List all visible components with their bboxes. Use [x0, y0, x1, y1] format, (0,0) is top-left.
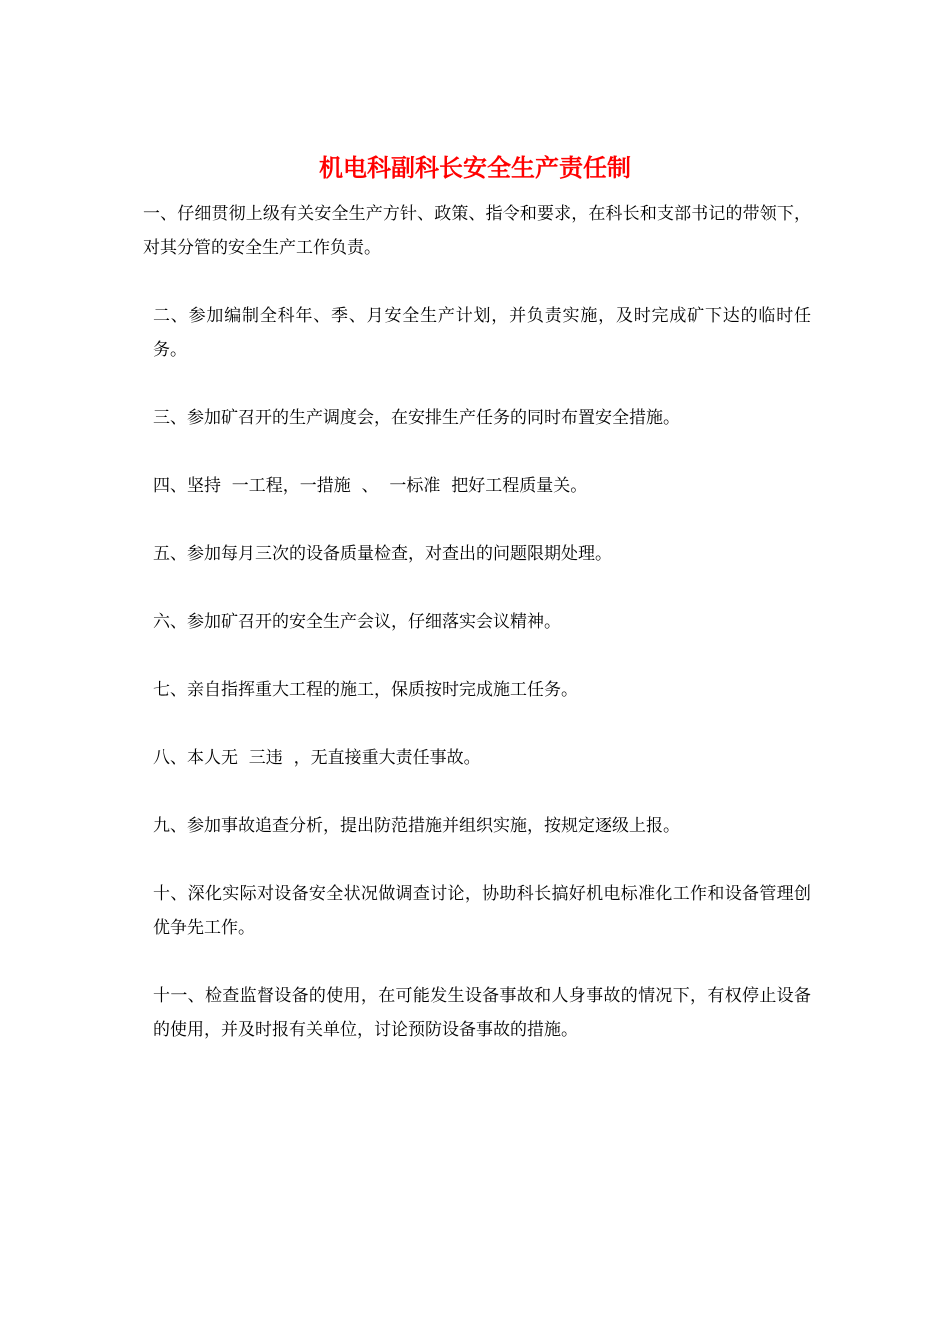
document-body — [143, 197, 811, 1081]
clause-3: 三、参加矿召开的生产调度会，在安排生产任务的同时布置安全措施。 — [153, 408, 680, 428]
document-title: 机电科副科长安全生产责任制 — [319, 153, 631, 182]
clause-9: 九、参加事故追查分析，提出防范措施并组织实施，按规定逐级上报。 — [153, 816, 680, 836]
clause-6: 六、参加矿召开的安全生产会议，仔细落实会议精神。 — [153, 612, 561, 632]
clause-5: 五、参加每月三次的设备质量检查，对查出的问题限期处理。 — [153, 544, 612, 564]
clause-11: 十一、检查监督设备的使用，在可能发生设备事故和人身事故的情况下，有权停止设备的使用，并及时报有关单位，讨论预防设备事故的措施。 — [153, 986, 811, 1040]
clause-10: 十、深化实际对设备安全状况做调查讨论，协助科长搞好机电标准化工作和设备管理创优争先工作。 — [153, 884, 811, 938]
clause-8: 八、本人无 三违 ，无直接重大责任事故。 — [153, 748, 481, 768]
clause-1: 一、仔细贯彻上级有关安全生产方针、政策、指令和要求，在科长和支部书记的带领下，对其分管的安全生产工作负责。 — [143, 204, 811, 258]
clause-2: 二、参加编制全科年、季、月安全生产计划，并负责实施，及时完成矿下达的临时任务。 — [153, 306, 811, 360]
clause-7: 七、亲自指挥重大工程的施工，保质按时完成施工任务。 — [153, 680, 578, 700]
clause-4: 四、坚持 一工程，一措施 、 一标准 把好工程质量关。 — [153, 476, 588, 496]
